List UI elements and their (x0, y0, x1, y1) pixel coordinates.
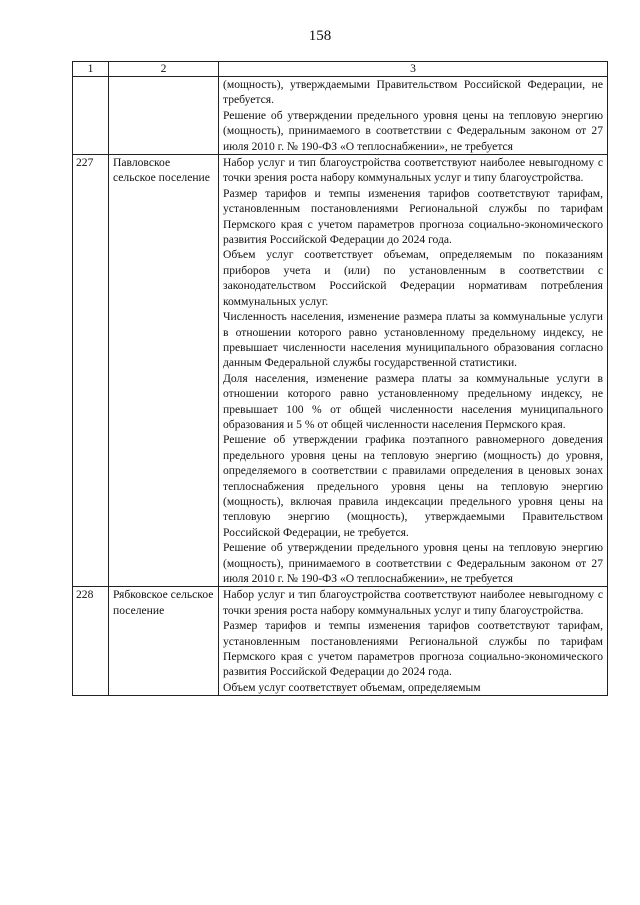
table-row (73, 77, 608, 155)
paragraph: Решение об утверждении графика поэтапного равномерного доведения предельного уровня цены на тепловую энергию (мощность) до уровня, определяемого в соответствии с правилами определения в ценовых зонах теплоснабжения предельного уровня цены на тепловую энергию (мощность), включая правила индексации предельного уровня цены на тепловую энергию (мощность), утверждаемыми Правительством Российской Федерации, не требуется. (223, 433, 603, 539)
page-number: 158 (308, 28, 332, 44)
document-table (72, 61, 608, 696)
paragraph: Объем услуг соответствует объемам, определяемым (223, 680, 481, 694)
table-row (73, 587, 608, 696)
table-row (73, 155, 608, 587)
row-number: 227 (73, 155, 109, 587)
paragraph: Решение об утверждении предельного уровня цены на тепловую энергию (мощность), принимаемого в соответствии с Федеральным законом от 27 июля 2010 г. № 190-ФЗ «О теплоснабжении», не требуется (223, 541, 603, 585)
row-description (219, 587, 608, 696)
paragraph: Набор услуг и тип благоустройства соответствуют наиболее невыгодному с точки зрения роста набору коммунальных услуг и типу благоустройства. (223, 156, 603, 185)
settlement-name (109, 77, 219, 155)
paragraph: Объем услуг соответствует объемам, определяемым по показаниям приборов учета и (или) по установленным в соответствии с законодательством Российской Федерации нормативам потребления коммунальных услуг. (223, 248, 603, 308)
paragraph: Размер тарифов и темпы изменения тарифов соответствуют тарифам, установленным постановлениями Региональной службы по тарифам Пермского края с учетом параметров прогноза социально-экономического развития Российской Федерации до 2024 года. (223, 619, 603, 679)
header-col-3: 3 (219, 62, 608, 77)
paragraph: Набор услуг и тип благоустройства соответствуют наиболее невыгодному с точки зрения роста набору коммунальных услуг и типу благоустройства. (223, 588, 603, 617)
row-description (219, 155, 608, 587)
settlement-name: Павловское сельское поселение (109, 155, 219, 587)
paragraph: Доля населения, изменение размера платы за коммунальные услуги в отношении которого равно установленному предельному индексу, не превышает 100 % от общей численности населения муниципального образования и 5 % от общей численности населения Пермского края. (223, 371, 603, 431)
header-col-1: 1 (73, 62, 109, 77)
row-description (219, 77, 608, 155)
paragraph: (мощность), утверждаемыми Правительством Российской Федерации, не требуется. (223, 78, 603, 107)
row-number (73, 77, 109, 155)
row-number: 228 (73, 587, 109, 696)
paragraph: Размер тарифов и темпы изменения тарифов соответствуют тарифам, установленным постановлениями Региональной службы по тарифам Пермского края с учетом параметров прогноза социально-экономического развития Российской Федерации до 2024 года. (223, 186, 603, 247)
paragraph: Решение об утверждении предельного уровня цены на тепловую энергию (мощность), принимаемого в соответствии с Федеральным законом от 27 июля 2010 г. № 190-ФЗ «О теплоснабжении», не требуется (223, 108, 603, 153)
table-header-row (73, 62, 608, 77)
paragraph: Численность населения, изменение размера платы за коммунальные услуги в отношении которого равно установленному предельному индексу, не превышает численности населения муниципального образования согласно данным Федеральной службы государственной статистики. (223, 310, 603, 370)
header-col-2: 2 (109, 62, 219, 77)
settlement-name: Рябковское сельское поселение (109, 587, 219, 696)
